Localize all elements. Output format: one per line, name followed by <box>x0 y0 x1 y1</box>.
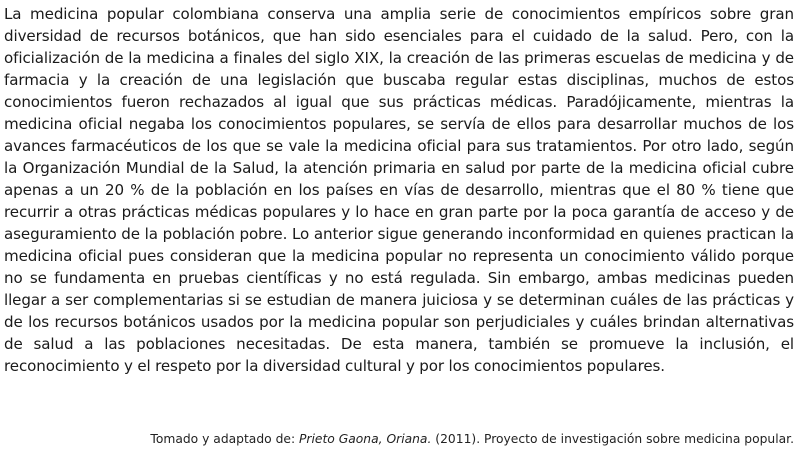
citation-prefix: Tomado y adaptado de: <box>150 432 300 446</box>
citation-rest: (2011). Proyecto de investigación sobre medicina popular. <box>431 432 794 446</box>
document-body <box>4 3 794 377</box>
source-citation <box>150 431 794 447</box>
citation-author: Prieto Gaona, Oriana. <box>299 432 432 446</box>
main-paragraph: La medicina popular colombiana conserva una amplia serie de conocimientos empíricos sobre gran diversidad de recursos botánicos, que han sido esenciales para el cuidado de la salud. Pero, con la oficialización de la medicina a finales del siglo XIX, la creación de las primeras escuelas de medicina y de farmacia y la creación de una legislación que buscaba regular estas disciplinas, muchos de estos conocimientos fueron rechazados al igual que sus prácticas médicas. Paradójicamente, mientras la medicina oficial negaba los conocimientos populares, se servía de ellos para desarrollar muchos de los avances farmacéuticos de los que se vale la medicina oficial para sus tratamientos. Por otro lado, según la Organización Mundial de la Salud, la atención primaria en salud por parte de la medicina oficial cubre apenas a un 20 % de la población en los países en vías de desarrollo, mientras que el 80 % tiene que recurrir a otras prácticas médicas populares y lo hace en gran parte por la poca garantía de acceso y de aseguramiento de la población pobre. Lo anterior sigue generando inconformidad en quienes practican la medicina oficial pues consideran que la medicina popular no representa un conocimiento válido porque no se fundamenta en pruebas científicas y no está regulada. Sin embargo, ambas medicinas pueden llegar a ser complementarias si se estudian de manera juiciosa y se determinan cuáles de las prácticas y de los recursos botánicos usados por la medicina popular son perjudiciales y cuáles brindan alternativas de salud a las poblaciones necesitadas. De esta manera, también se promueve la inclusión, el reconocimiento y el respeto por la diversidad cultural y por los conocimientos populares. <box>4 5 794 375</box>
